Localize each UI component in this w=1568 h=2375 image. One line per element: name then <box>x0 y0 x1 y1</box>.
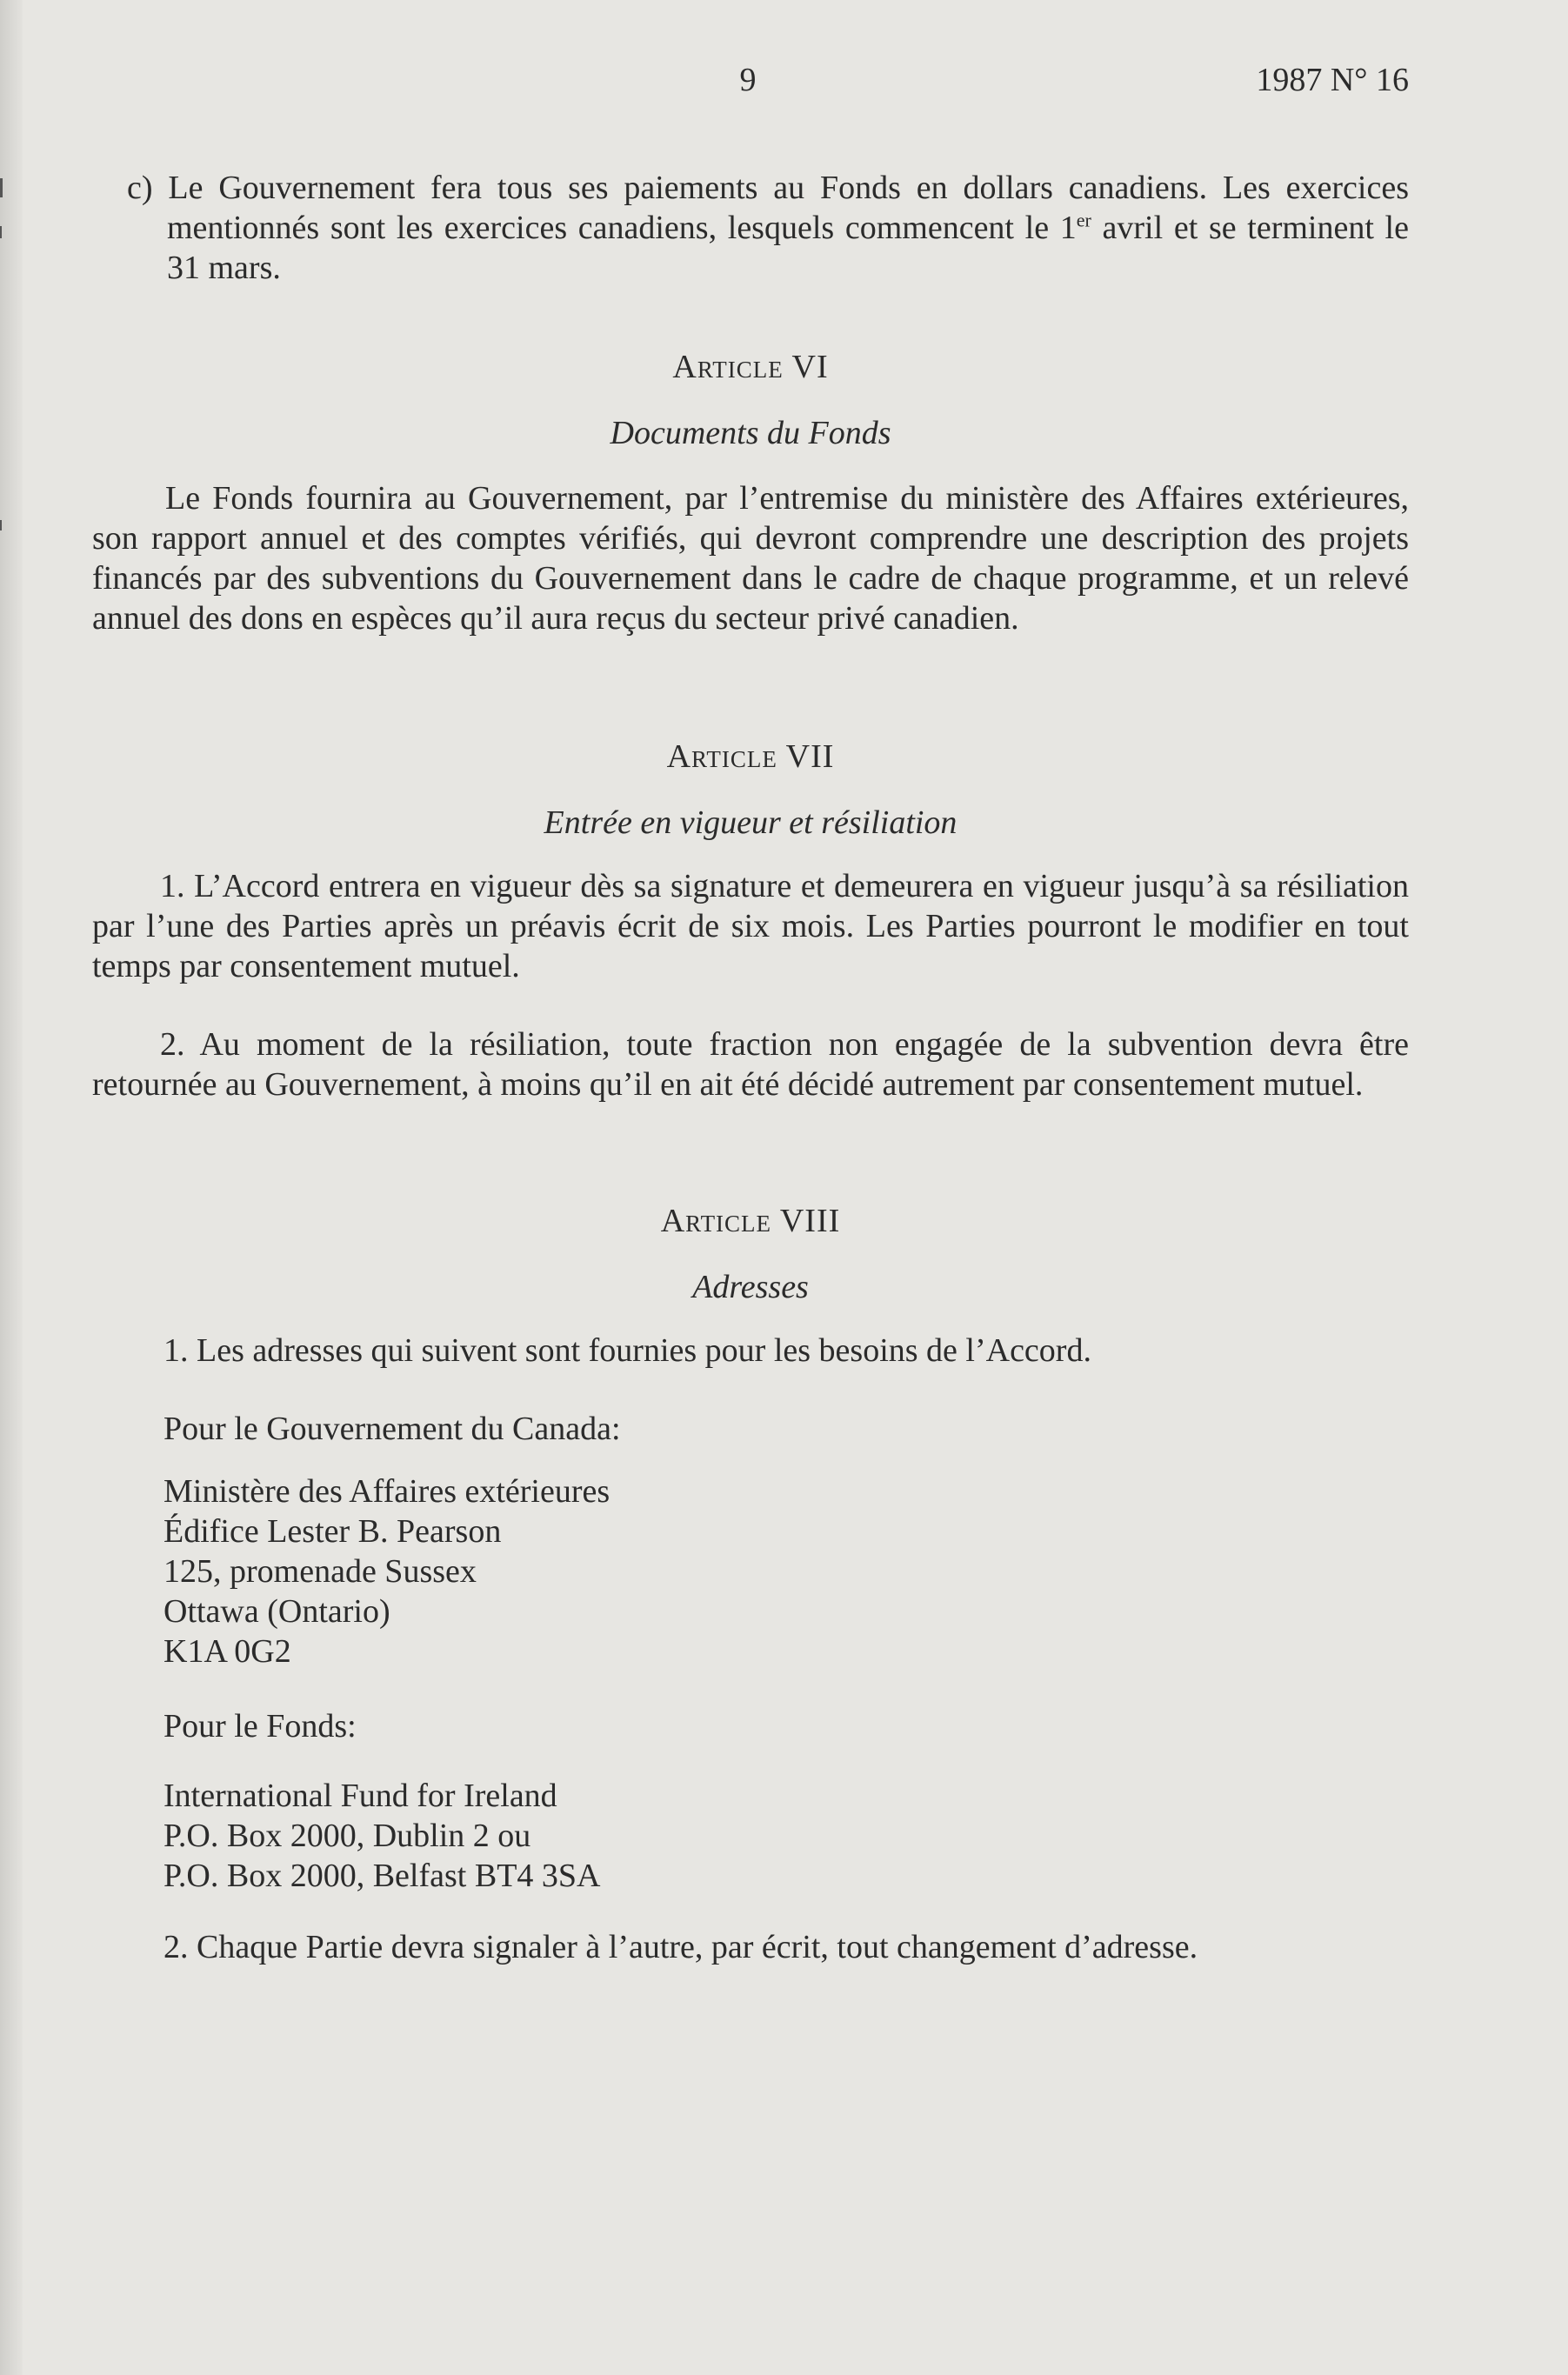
article-6-title: Article VI <box>672 349 829 385</box>
address-line: Ottawa (Ontario) <box>163 1593 390 1630</box>
document-reference: 1987 N° 16 <box>1256 62 1409 98</box>
page-number: 9 <box>739 62 757 98</box>
fund-address-label: Pour le Fonds: <box>163 1708 357 1745</box>
fund-address <box>163 1776 1409 1896</box>
article-7-title: Article VII <box>666 738 835 775</box>
article-8-title: Article VIII <box>660 1203 841 1239</box>
paragraph-c-text: Le Gouvernement fera tous ses paiements au Fonds en dollars canadiens. Les exercices mentionnés sont les exercices canadiens, lesquels commencent le 1 <box>167 170 1409 246</box>
gutter-mark <box>0 178 3 197</box>
article-6-subtitle: Documents du Fonds <box>610 415 891 451</box>
address-line: Édifice Lester B. Pearson <box>163 1513 502 1550</box>
article-7-paragraph-2: 2. Au moment de la résiliation, toute fraction non engagée de la subvention devra être retournée au Gouvernement, à moins qu’il en ait été décidé autrement par consentement mutuel. <box>92 1026 1409 1103</box>
article-6-body: Le Fonds fournira au Gouvernement, par l’entremise du ministère des Affaires extérieures, son rapport annuel et des comptes vérifiés, qui devront comprendre une description des projets financés par des subventions du Gouvernement dans le cadre de chaque programme, et un relevé annuel des dons en espèces qu’il aura reçus du secteur privé canadien. <box>92 480 1409 637</box>
article-8-paragraph-1: 1. Les adresses qui suivent sont fournies pour les besoins de l’Accord. <box>163 1332 1091 1369</box>
address-line: Ministère des Affaires extérieures <box>163 1473 611 1510</box>
page-gutter <box>0 0 23 2375</box>
paragraph-c <box>127 168 1409 288</box>
address-line: P.O. Box 2000, Belfast BT4 3SA <box>163 1858 601 1894</box>
paragraph-c-label: c) <box>127 170 153 206</box>
article-7-subtitle: Entrée en vigueur et résiliation <box>544 804 957 841</box>
government-address-label: Pour le Gouvernement du Canada: <box>163 1411 621 1447</box>
paragraph-c-text-end: avril et se terminent le 31 mars. <box>167 210 1409 286</box>
address-line: International Fund for Ireland <box>163 1778 557 1814</box>
gutter-mark <box>0 520 2 530</box>
gutter-mark <box>0 226 2 238</box>
article-8-paragraph-2: 2. Chaque Partie devra signaler à l’autre, par écrit, tout changement d’adresse. <box>163 1929 1198 1965</box>
paragraph-c-superscript: er <box>1076 209 1091 231</box>
article-7-paragraph-1: 1. L’Accord entrera en vigueur dès sa signature et demeurera en vigueur jusqu’à sa résiliation par l’une des Parties après un préavis écrit de six mois. Les Parties pourront le modifier en tout temps par consentement mutuel. <box>92 868 1409 984</box>
article-8-subtitle: Adresses <box>692 1269 809 1305</box>
address-line: P.O. Box 2000, Dublin 2 ou <box>163 1818 531 1854</box>
government-address <box>163 1471 1409 1671</box>
address-line: K1A 0G2 <box>163 1633 291 1670</box>
address-line: 125, promenade Sussex <box>163 1553 477 1590</box>
